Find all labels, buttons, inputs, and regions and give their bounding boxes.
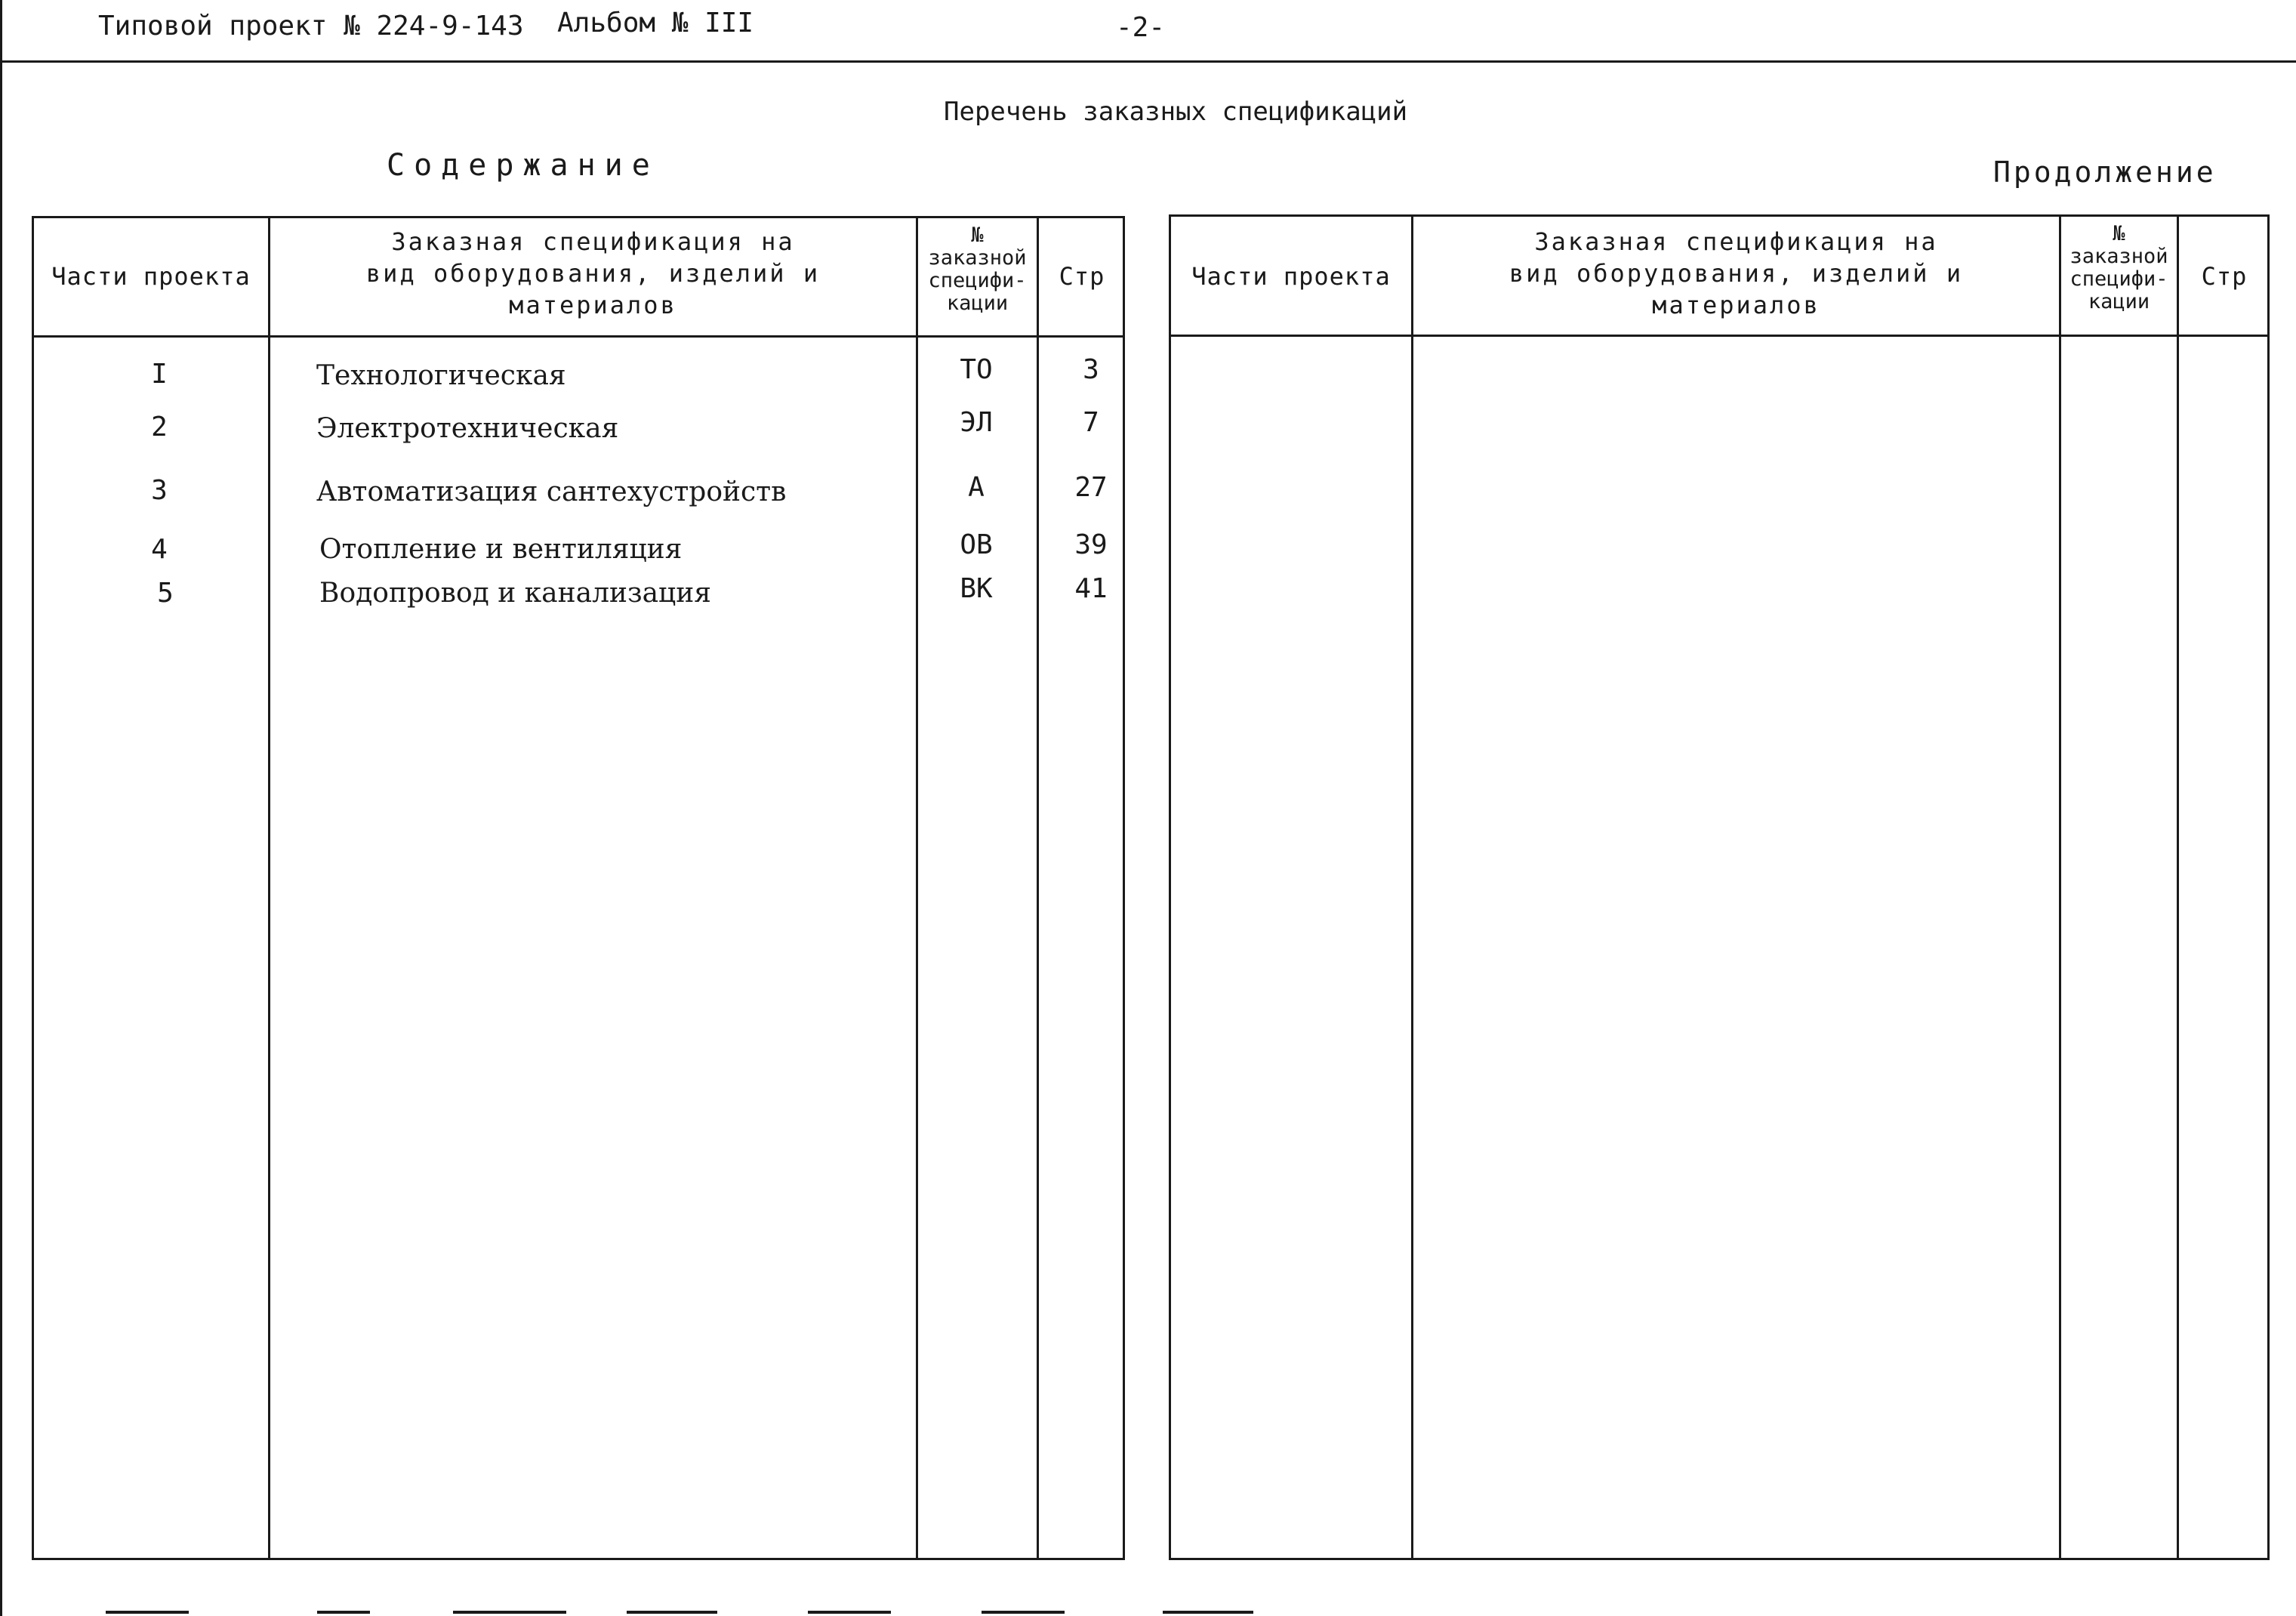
- column-divider: [1411, 217, 1413, 1558]
- row-part-number: 5: [157, 578, 174, 609]
- project-number: Типовой проект № 224-9-143: [98, 11, 524, 42]
- row-part-number: I: [151, 359, 168, 390]
- header-num-line: кации: [2088, 290, 2150, 313]
- table-header-rule: [1171, 335, 2267, 337]
- page-number: -2-: [1116, 12, 1166, 43]
- header-parts-of-project: Части проекта: [51, 262, 251, 291]
- header-parts-of-project: Части проекта: [1191, 262, 1391, 291]
- row-page-number: 41: [1074, 573, 1108, 604]
- header-spec-number: [918, 224, 1037, 315]
- header-spec-line: материалов: [1652, 291, 1820, 319]
- header-num-line: специфи-: [2069, 267, 2168, 291]
- header-spec-line: Заказная спецификация на: [391, 227, 795, 256]
- header-num-line: кации: [946, 291, 1009, 315]
- section-title-continuation: Продолжение: [1993, 156, 2217, 189]
- row-spec-name: Отопление и вентиляция: [319, 534, 683, 565]
- footer-mark: [1163, 1611, 1253, 1614]
- column-divider: [2177, 217, 2179, 1558]
- row-spec-code: ТО: [960, 354, 993, 385]
- table-header-rule: [34, 335, 1123, 338]
- header-num-line: №: [2113, 222, 2125, 245]
- row-spec-code: ВК: [960, 573, 993, 604]
- row-spec-name: Водопровод и канализация: [319, 578, 711, 609]
- header-spec-type: [270, 226, 916, 321]
- column-divider: [1037, 218, 1039, 1558]
- header-spec-line: вид оборудования, изделий и: [365, 259, 821, 288]
- header-num-line: №: [971, 224, 984, 247]
- column-divider: [2059, 217, 2061, 1558]
- header-page: Стр: [2201, 262, 2248, 291]
- column-divider: [268, 218, 270, 1558]
- document-title: Перечень заказных спецификаций: [944, 97, 1408, 127]
- footer-mark: [808, 1611, 891, 1614]
- footer-mark: [627, 1611, 717, 1614]
- row-spec-code: ЭЛ: [960, 407, 993, 438]
- footer-mark: [982, 1611, 1065, 1614]
- header-num-line: заказной: [928, 246, 1027, 270]
- row-page-number: 39: [1074, 529, 1108, 560]
- footer-mark: [453, 1611, 566, 1614]
- footer-mark: [317, 1611, 370, 1614]
- section-title-contents: Содержание: [387, 148, 659, 183]
- row-spec-name: Технологическая: [316, 360, 566, 391]
- contents-table-left: [32, 216, 1125, 1560]
- header-spec-number: [2061, 223, 2177, 313]
- row-part-number: 3: [151, 475, 168, 506]
- row-page-number: 27: [1074, 472, 1108, 503]
- row-spec-name: Автоматизация сантехустройств: [316, 476, 787, 507]
- header-spec-type: [1413, 226, 2059, 321]
- header-num-line: специфи-: [928, 269, 1027, 292]
- row-spec-code: А: [968, 472, 985, 503]
- header-page: Стр: [1059, 262, 1105, 291]
- row-part-number: 4: [151, 534, 168, 565]
- row-spec-code: ОВ: [960, 529, 993, 560]
- row-spec-name: Электротехническая: [316, 413, 619, 444]
- album-number: Альбом № III: [557, 8, 754, 39]
- row-page-number: 3: [1083, 354, 1099, 385]
- row-page-number: 7: [1083, 407, 1099, 438]
- contents-table-right: [1169, 214, 2270, 1560]
- header-rule: [0, 60, 2296, 63]
- header-spec-line: материалов: [509, 291, 677, 319]
- page-left-border: [0, 0, 2, 1616]
- header-num-line: заказной: [2069, 245, 2168, 268]
- header-spec-line: вид оборудования, изделий и: [1509, 259, 1964, 288]
- header-spec-line: Заказная спецификация на: [1534, 227, 1938, 256]
- footer-mark: [106, 1611, 189, 1614]
- row-part-number: 2: [151, 412, 168, 443]
